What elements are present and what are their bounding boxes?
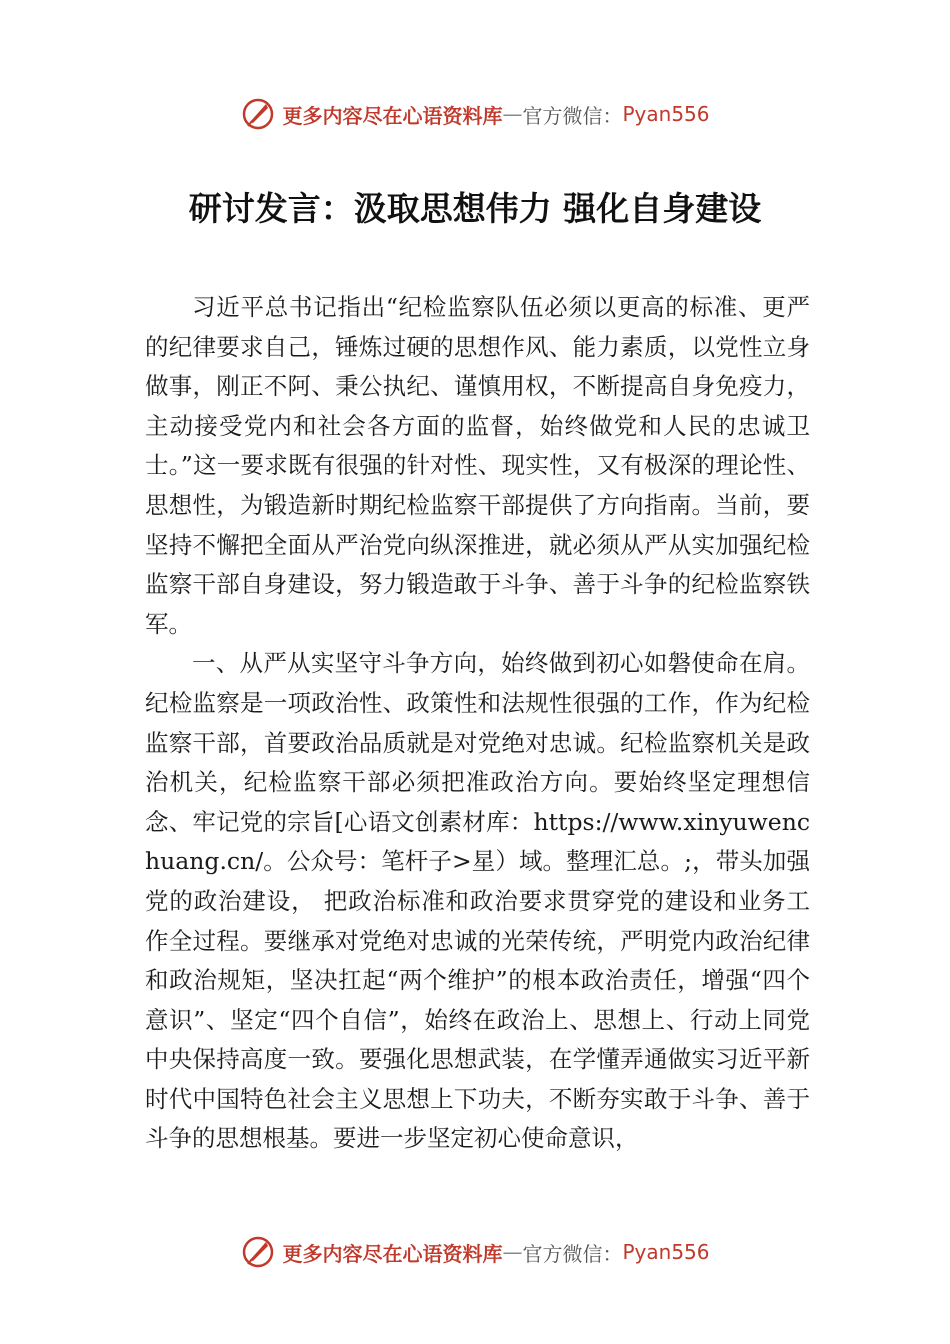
- banner-wechat-id: Pyan556: [622, 102, 710, 126]
- paragraph-section-one: 一、从严从实坚守斗争方向，始终做到初心如磐使命在肩。纪检监察是一项政治性、政策性和法规性很强的工作，作为纪检监察干部，首要政治品质就是对党绝对忠诚。纪检监察机关是政治机关，纪检监察干部必须把准政治方向。要始终坚定理想信念、牢记党的宗旨[心语文创素材库：https://www.xinyuwenchuang.cn/。公众号：笔杆子>星）域。整理汇总。;，带头加强党的政治建设， 把政治标准和政治要求贯穿党的建设和业务工作全过程。要继承对党绝对忠诚的光荣传统，严明党内政治纪律和政治规矩，坚决扛起“两个维护”的根本政治责任，增强“四个意识”、坚定“四个自信”，始终在政治上、思想上、行动上同党中央保持高度一致。要强化思想武装，在学懂弄通做实习近平新时代中国特色社会主义思想上下功夫，不断夯实敢于斗争、善于斗争的思想根基。要进一步坚定初心使命意识，: [145, 649, 810, 1153]
- banner-text: [282, 1238, 709, 1267]
- banner-separator: —: [502, 102, 523, 126]
- banner-separator: —: [502, 1240, 523, 1264]
- quill-pen-logo-icon: [240, 96, 276, 132]
- banner-wechat-label: 官方微信：: [522, 103, 623, 128]
- document-body: [145, 288, 810, 1159]
- banner-wechat-label: 官方微信：: [522, 1241, 623, 1266]
- footer-banner: [0, 1232, 950, 1272]
- banner-text: [282, 100, 709, 129]
- paragraph-intro: 习近平总书记指出“纪检监察队伍必须以更高的标准、更严的纪律要求自己，锤炼过硬的思想作风、能力素质，以党性立身做事，刚正不阿、秉公执纪、谨慎用权，不断提高自身免疫力，主动接受党内和社会各方面的监督，始终做党和人民的忠诚卫士。”这一要求既有很强的针对性、现实性，又有极深的理论性、思想性，为锻造新时期纪检监察干部提供了方向指南。当前，要坚持不懈把全面从严治党向纵深推进，就必须从严从实加强纪检监察干部自身建设，努力锻造敢于斗争、善于斗争的纪检监察铁军。: [145, 293, 810, 638]
- document-title: 研讨发言：汲取思想伟力 强化自身建设: [188, 189, 762, 228]
- banner-main-text: 更多内容尽在心语资料库: [282, 1241, 503, 1266]
- header-banner: [0, 94, 950, 134]
- quill-pen-logo-icon: [240, 1234, 276, 1270]
- banner-main-text: 更多内容尽在心语资料库: [282, 103, 503, 128]
- banner-wechat-id: Pyan556: [622, 1240, 710, 1264]
